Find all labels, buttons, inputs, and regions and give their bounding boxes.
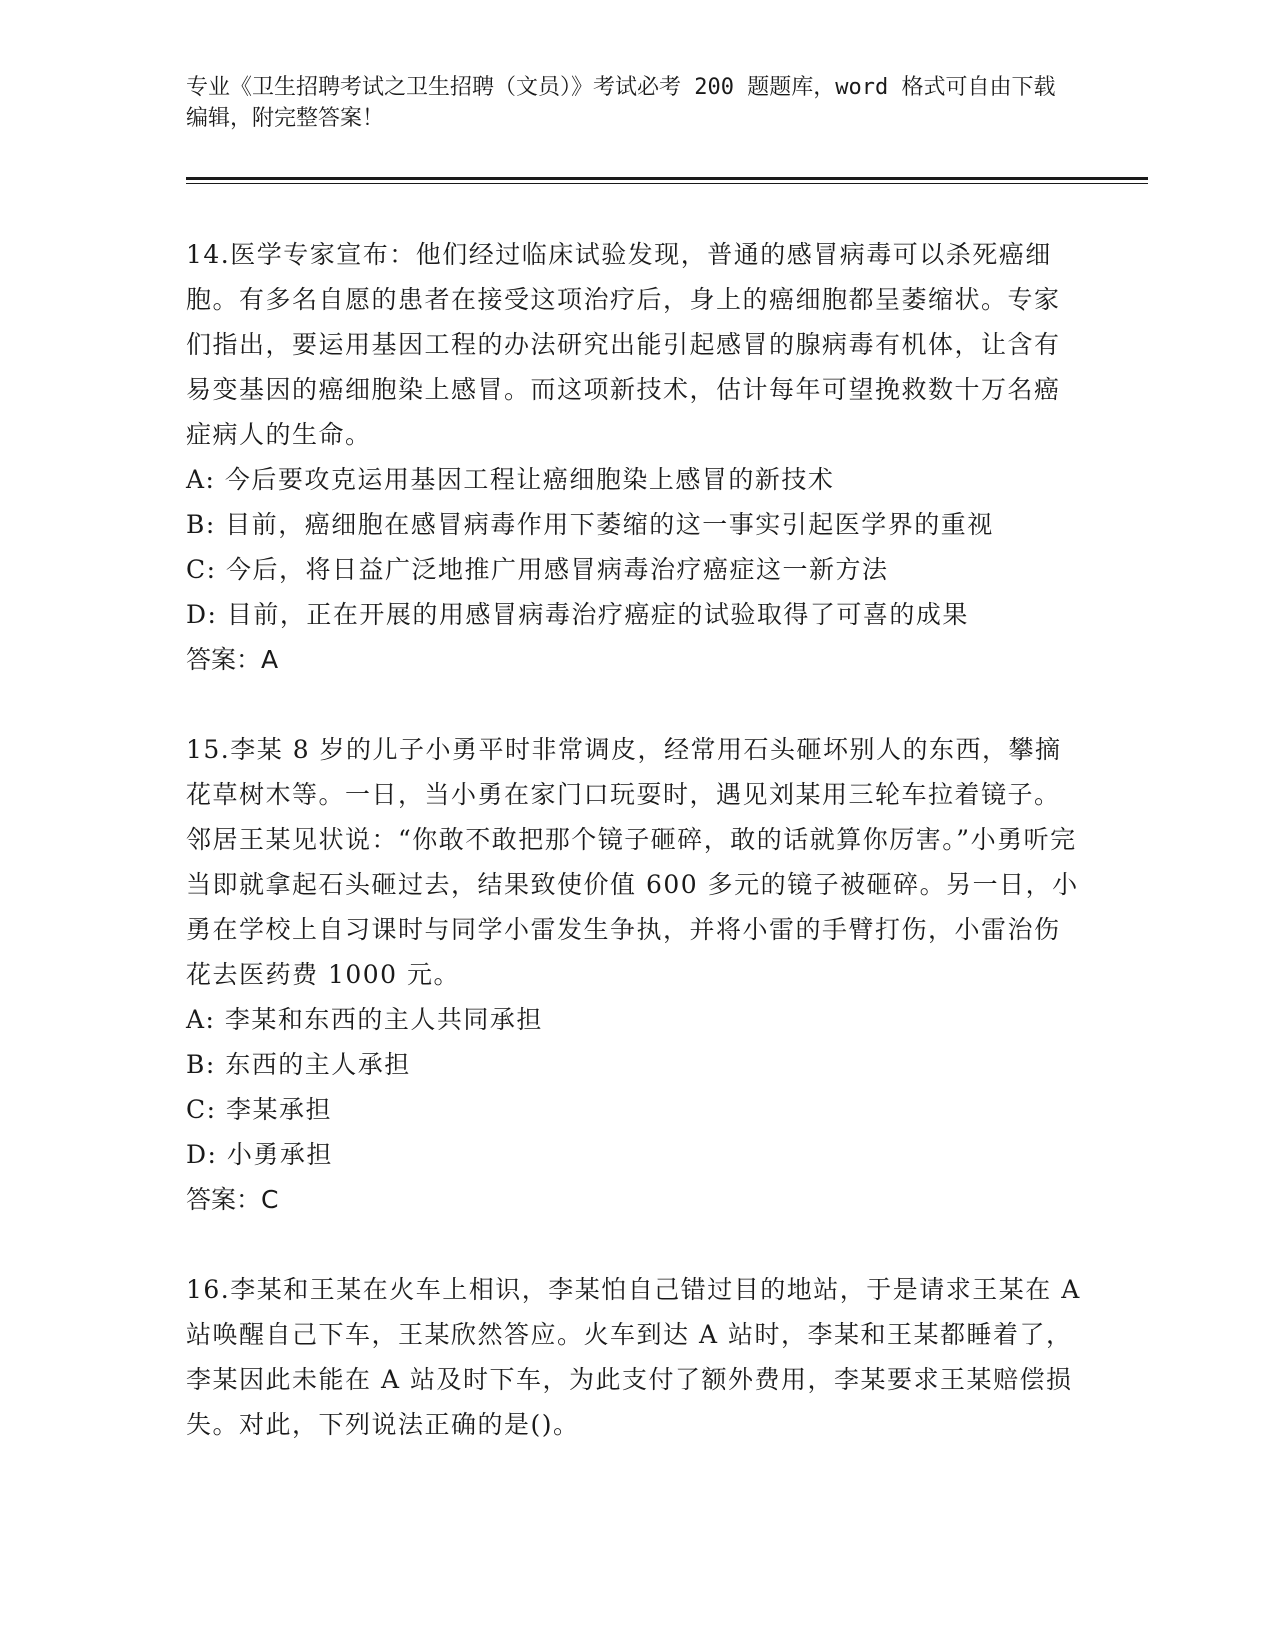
answer-label: 答案：C [186, 1185, 279, 1214]
question-list [186, 232, 1086, 1492]
question-16 [186, 1267, 1086, 1447]
header-divider-thick [186, 177, 1148, 180]
header-divider-thin [186, 183, 1148, 184]
question-15 [186, 727, 1086, 1222]
question-14 [186, 232, 1086, 682]
option-a: A: 今后要攻克运用基因工程让癌细胞染上感冒的新技术 [186, 465, 835, 494]
option-c: C: 李某承担 [186, 1095, 332, 1124]
question-stem: 14.医学专家宣布：他们经过临床试验发现，普通的感冒病毒可以杀死癌细胞。有多名自愿的患者在接受这项治疗后，身上的癌细胞都呈萎缩状。专家们指出，要运用基因工程的办法研究出能引起感冒的腺病毒有机体，让含有易变基因的癌细胞染上感冒。而这项新技术，估计每年可望挽救数十万名癌症病人的生命。 [186, 240, 1061, 449]
option-b: B: 东西的主人承担 [186, 1050, 411, 1079]
option-d: D: 目前，正在开展的用感冒病毒治疗癌症的试验取得了可喜的成果 [186, 600, 969, 629]
question-stem: 15.李某 8 岁的儿子小勇平时非常调皮，经常用石头砸坏别人的东西，攀摘花草树木等。一日，当小勇在家门口玩耍时，遇见刘某用三轮车拉着镜子。邻居王某见状说：“你敢不敢把那个镜子砸碎，敢的话就算你厉害。”小勇听完当即就拿起石头砸过去，结果致使价值 600 多元的镜子被砸碎。另一日，小勇在学校上自习课时与同学小雷发生争执，并将小雷的手臂打伤，小雷治伤花去医药费 1000 元。 [186, 735, 1079, 989]
option-d: D: 小勇承担 [186, 1140, 333, 1169]
answer-label: 答案：A [186, 645, 279, 674]
question-stem: 16.李某和王某在火车上相识，李某怕自己错过目的地站，于是请求王某在 A 站唤醒自己下车，王某欣然答应。火车到达 A 站时，李某和王某都睡着了，李某因此未能在 A 站及时下车，为此支付了额外费用，李某要求王某赔偿损失。对此，下列说法正确的是()。 [186, 1275, 1081, 1439]
option-b: B: 目前，癌细胞在感冒病毒作用下萎缩的这一事实引起医学界的重视 [186, 510, 994, 539]
option-c: C: 今后，将日益广泛地推广用感冒病毒治疗癌症这一新方法 [186, 555, 889, 584]
document-header-intro: 专业《卫生招聘考试之卫生招聘（文员）》考试必考 200 题题库，word 格式可自由下载编辑，附完整答案！ [186, 75, 1056, 131]
option-a: A: 李某和东西的主人共同承担 [186, 1005, 543, 1034]
